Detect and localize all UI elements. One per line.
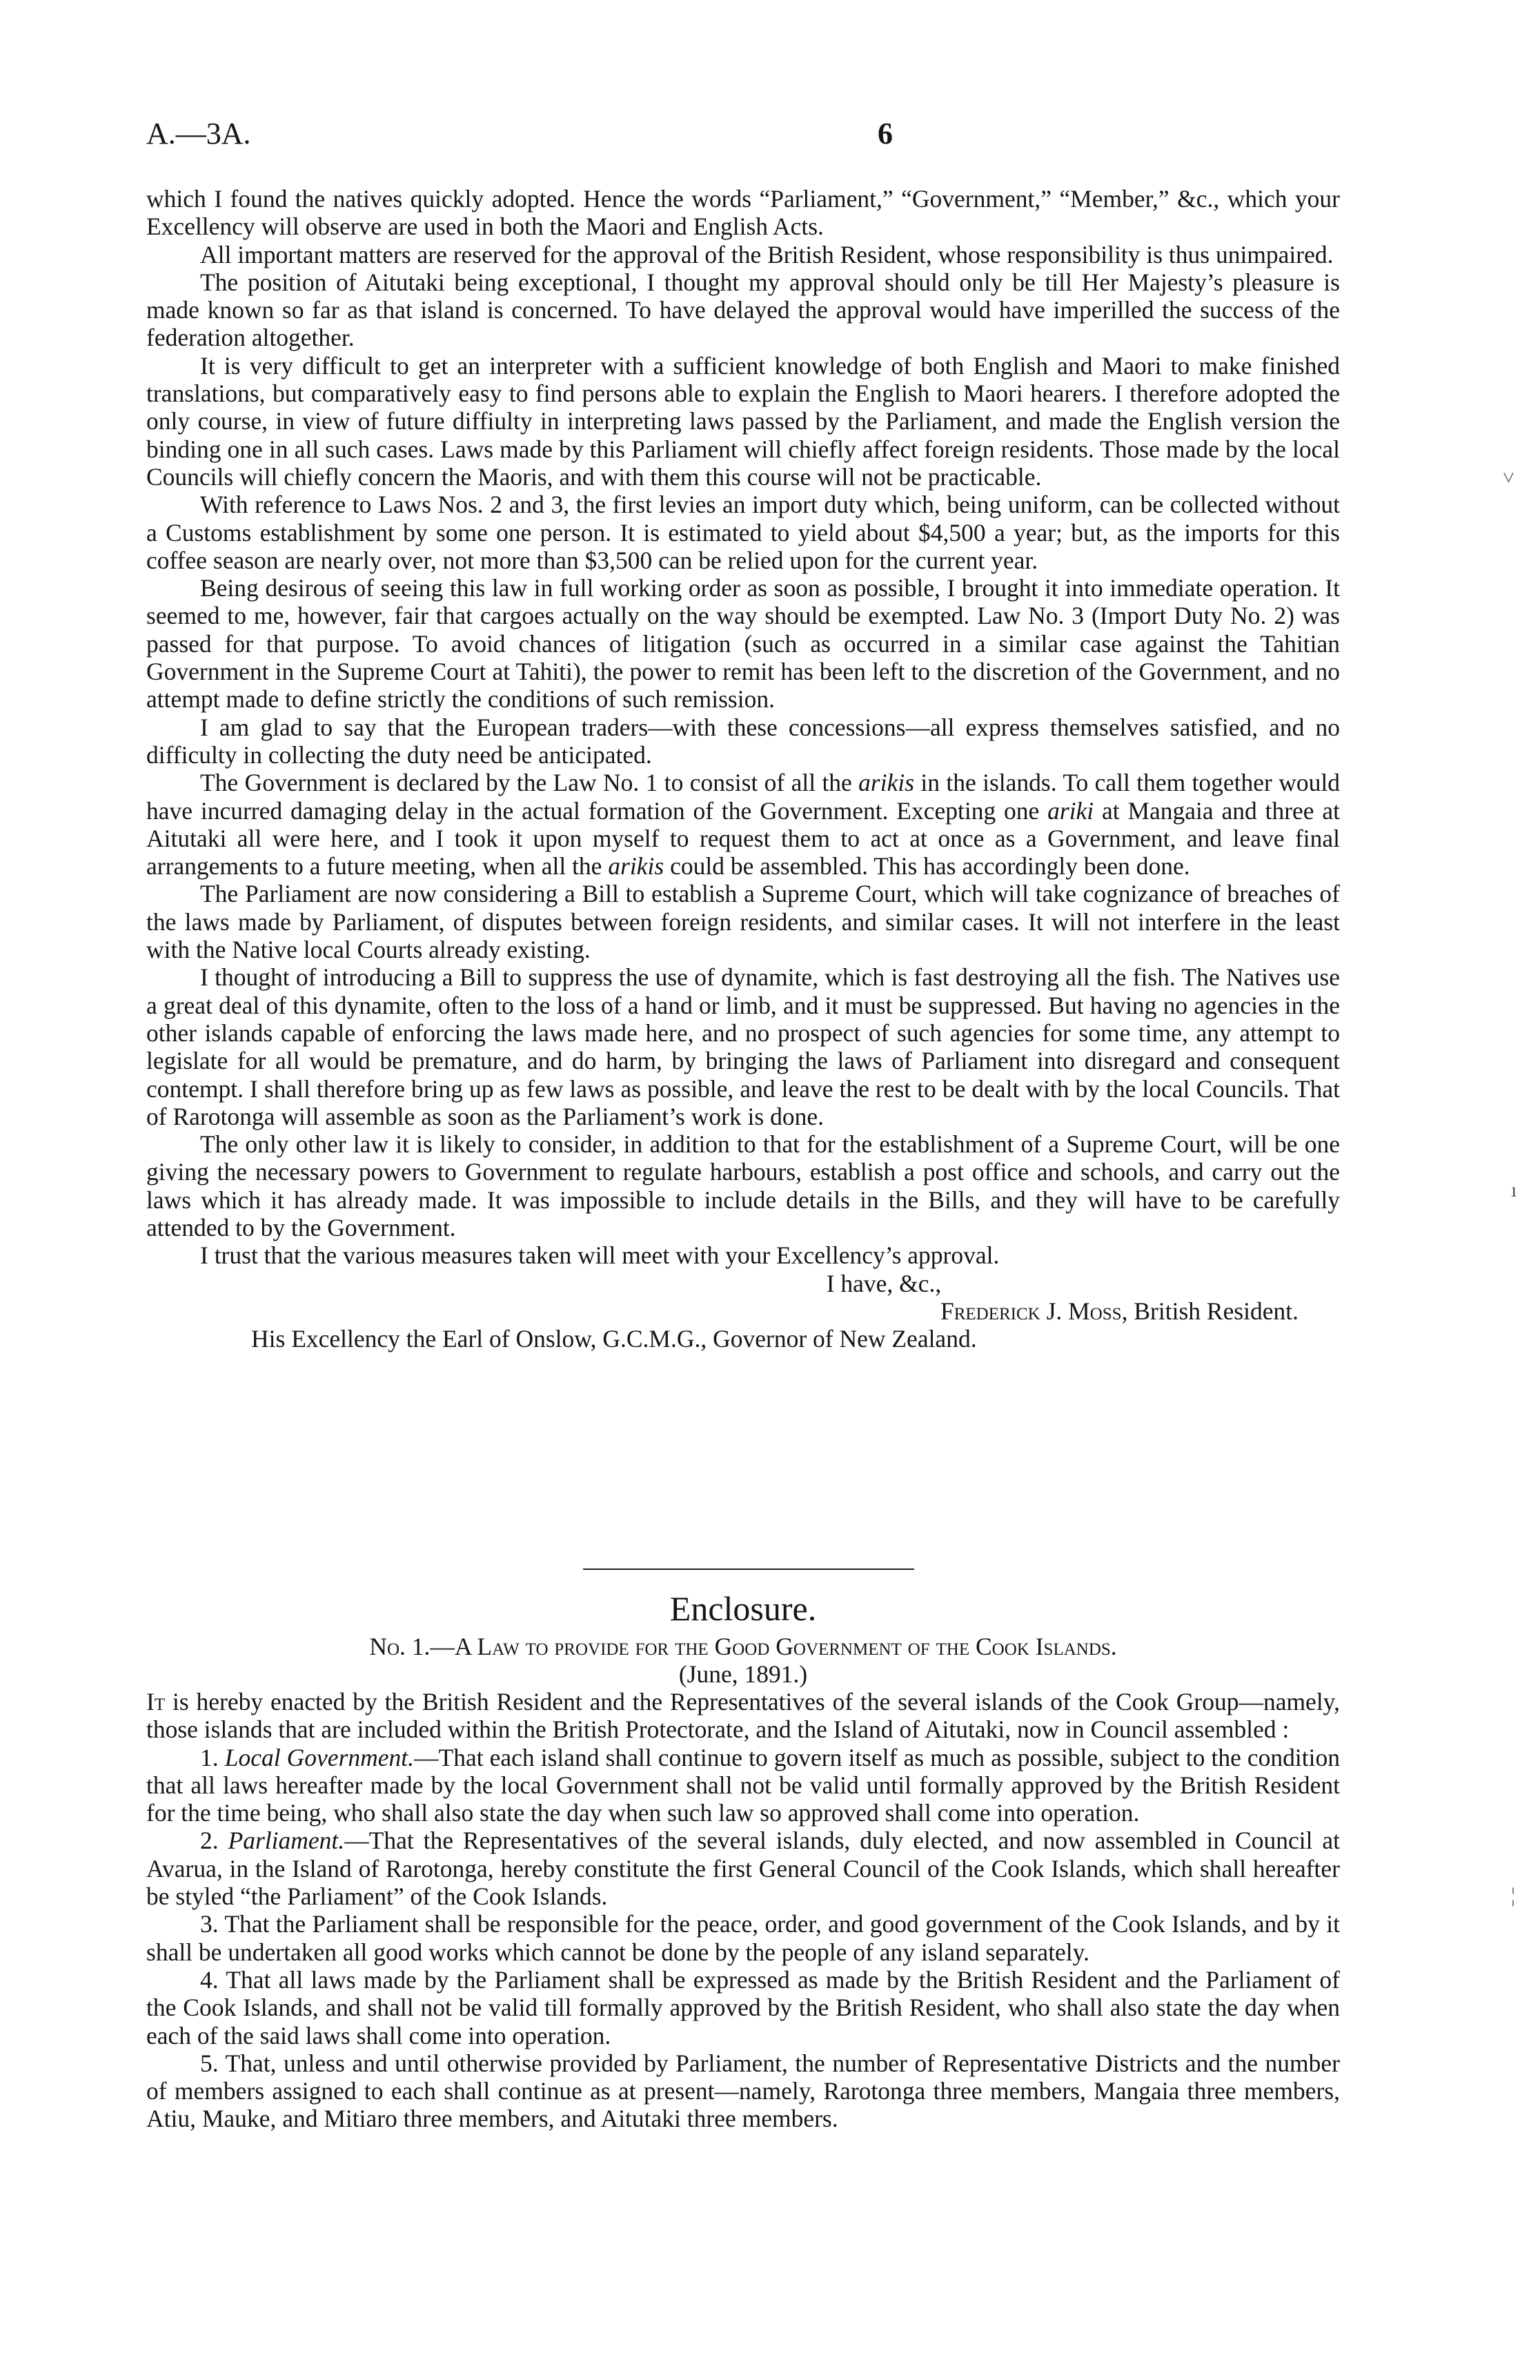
section-heading: Parliament. [228, 1827, 345, 1855]
letter-paragraph: which I found the natives quickly adopted. Hence the words “Parliament,” “Government,” “Member,” &c., which your Excellency will observe are used in both the Maori and English Acts. [146, 185, 1340, 241]
page-header [146, 116, 1340, 157]
letter-paragraph: It is very difficult to get an interpreter with a sufficient knowledge of both English and Maori to make finished translations, but comparatively easy to find persons able to explain the English to Maori hearers. I therefore adopted the only course, in view of future diffiulty in interpreting laws passed by the Parliament, and made the English version the binding one in all such cases. Laws made by this Parliament will chiefly affect foreign residents. Those made by the local Councils will chiefly concern the Maoris, and with them this course will not be practicable. [146, 351, 1340, 491]
letter-paragraph: With reference to Laws Nos. 2 and 3, the first levies an import duty which, being uniform, can be collected without a Customs establishment by some one person. It is estimated to yield about $4,500 a year; but, as the imports for this coffee season are nearly over, not more than $3,500 can be relied upon for the current year. [146, 491, 1340, 574]
section-number: 5. [200, 2049, 219, 2077]
letter-closing: I have, &c., [826, 1269, 942, 1297]
letter-paragraph: Being desirous of seeing this law in full working order as soon as possible, I brought it into immediate operation. It seemed to me, however, fair that cargoes actually on the way should be exempted. Law No. 3 (Import Duty No. 2) was passed for that purpose. To avoid chances of litigation (such as occurred in a similar case against the Tahitian Government in the Supreme Court at Tahiti), the power to remit has been left to the discretion of the Government, and no attempt made to define strictly the conditions of such remission. [146, 574, 1340, 714]
section-text: —That each island shall continue to govern itself as much as possible, subject to the condition that all laws hereafter made by the local Government shall not be valid until formally approved by the British Resident for the time being, who shall also state the day when such law so approved shall come into operation. [146, 1743, 1341, 1827]
letter-paragraph: I am glad to say that the European traders—with these concessions—all express themselves satisfied, and no difficulty in collecting the duty need be anticipated. [146, 713, 1340, 769]
law-section [146, 1966, 1340, 2049]
letter-addressee: His Excellency the Earl of Onslow, G.C.M.G., Governor of New Zealand. [251, 1325, 977, 1353]
enclosure-title: Enclosure. [669, 1589, 817, 1628]
signer-title: , British Resident. [1121, 1297, 1299, 1325]
section-text: —That the Representatives of the several islands, duly elected, and now assembled in Council at Avarua, in the Island of Rarotonga, hereby constitute the first General Council of the Cook Islands, which shall hereafter be styled “the Parliament” of the Cook Islands. [146, 1827, 1341, 1911]
section-text: That, unless and until otherwise provided by Parliament, the number of Representative Districts and the number of members assigned to each shall continue as at present—namely, Rarotonga three members, Mangaia three members, Atiu, Mauke, and Mitiaro three members, and Aitutaki three members. [146, 2049, 1341, 2133]
letter-paragraph: The Government is declared by the Law No. 1 to consist of all the arikis in the islands. To call them together would have incurred damaging delay in the actual formation of the Government. Excepting one ariki at Mangaia and three at Aitutaki all were here, and I took it upon myself to request them to act at once as a Government, and leave final arrangements to a future meeting, when all the arikis could be assembled. This has accordingly been done. [146, 769, 1340, 881]
preamble-text: is hereby enacted by the British Resident and the Representatives of the several islands of the Cook Group—namely, those islands that are included within the British Protectorate, and the Island of Aitutaki, now in Council assembled : [146, 1688, 1340, 1744]
section-number: 4. [200, 1965, 219, 1994]
letter-paragraph: All important matters are reserved for the approval of the British Resident, whose responsibility is thus unimpaired. [200, 240, 1334, 268]
section-text: That all laws made by the Parliament shall be expressed as made by the British Resident and the Parliament of the Cook Islands, and shall not be valid till formally approved by the British Resident, who shall also state the day when each of the said laws shall come into operation. [146, 1965, 1341, 2049]
law-body [146, 1688, 1340, 2133]
enclosure-date: (June, 1891.) [678, 1660, 808, 1688]
margin-speck: ı [1511, 1179, 1517, 1201]
section-number: 1. [200, 1743, 219, 1771]
letter-paragraph: The only other law it is likely to consider, in addition to that for the establishment of a Supreme Court, will be one giving the necessary powers to Government to regulate harbours, establish a post office and schools, and carry out the laws which it has already made. It was impossible to include details in the Bills, and they will have to be carefully attended to by the Government. [146, 1130, 1340, 1241]
page-number: 6 [878, 117, 893, 150]
preamble-initial: It [146, 1688, 166, 1715]
enclosure-subtitle: No. 1.—A Law to provide for the Good Government of the Cook Islands. [369, 1633, 1117, 1660]
section-text: That the Parliament shall be responsible for the peace, order, and good government of the Cook Islands, and by it shall be undertaken all good works which cannot be done by the people of any island separately. [146, 1910, 1340, 1966]
law-section [146, 2049, 1340, 2133]
signer-name: Frederick J. Moss [940, 1297, 1122, 1325]
section-number: 3. [200, 1910, 219, 1938]
margin-speck: ¦ [1511, 1884, 1516, 1907]
section-divider [583, 1568, 914, 1570]
section-heading: Local Government. [224, 1743, 415, 1771]
law-section [146, 1744, 1340, 1827]
law-preamble [146, 1688, 1340, 1744]
margin-speck: ˅ [1503, 466, 1514, 489]
letter-paragraph: I trust that the various measures taken will meet with your Excellency’s approval. [200, 1241, 1000, 1270]
letter-paragraph: The Parliament are now considering a Bill to establish a Supreme Court, which will take cognizance of breaches of the laws made by Parliament, of disputes between foreign residents, and similar cases. It will not interfere in the least with the Native local Courts already existing. [146, 880, 1340, 964]
letter-paragraph: I thought of introducing a Bill to suppress the use of dynamite, which is fast destroying all the fish. The Natives use a great deal of this dynamite, often to the loss of a hand or limb, and it must be suppressed. But having no agencies in the other islands capable of enforcing the laws made here, and no prospect of such agencies for some time, any attempt to legislate for all would be premature, and do harm, by bringing the laws of Parliament into disregard and consequent contempt. I shall therefore bring up as few laws as possible, and leave the rest to be dealt with by the local Councils. That of Rarotonga will assemble as soon as the Parliament’s work is done. [146, 963, 1340, 1130]
letter-signature [146, 1297, 1340, 1325]
section-number: 2. [200, 1827, 219, 1855]
letter-paragraph: The position of Aitutaki being exceptional, I thought my approval should only be till Her Majesty’s pleasure is made known so far as that island is concerned. To have delayed the approval would have imperilled the success of the federation altogether. [146, 268, 1340, 352]
document-reference: A.—3A. [146, 117, 251, 150]
law-section [146, 1910, 1340, 1966]
law-section [146, 1827, 1340, 1910]
letter-body [146, 185, 1340, 1353]
